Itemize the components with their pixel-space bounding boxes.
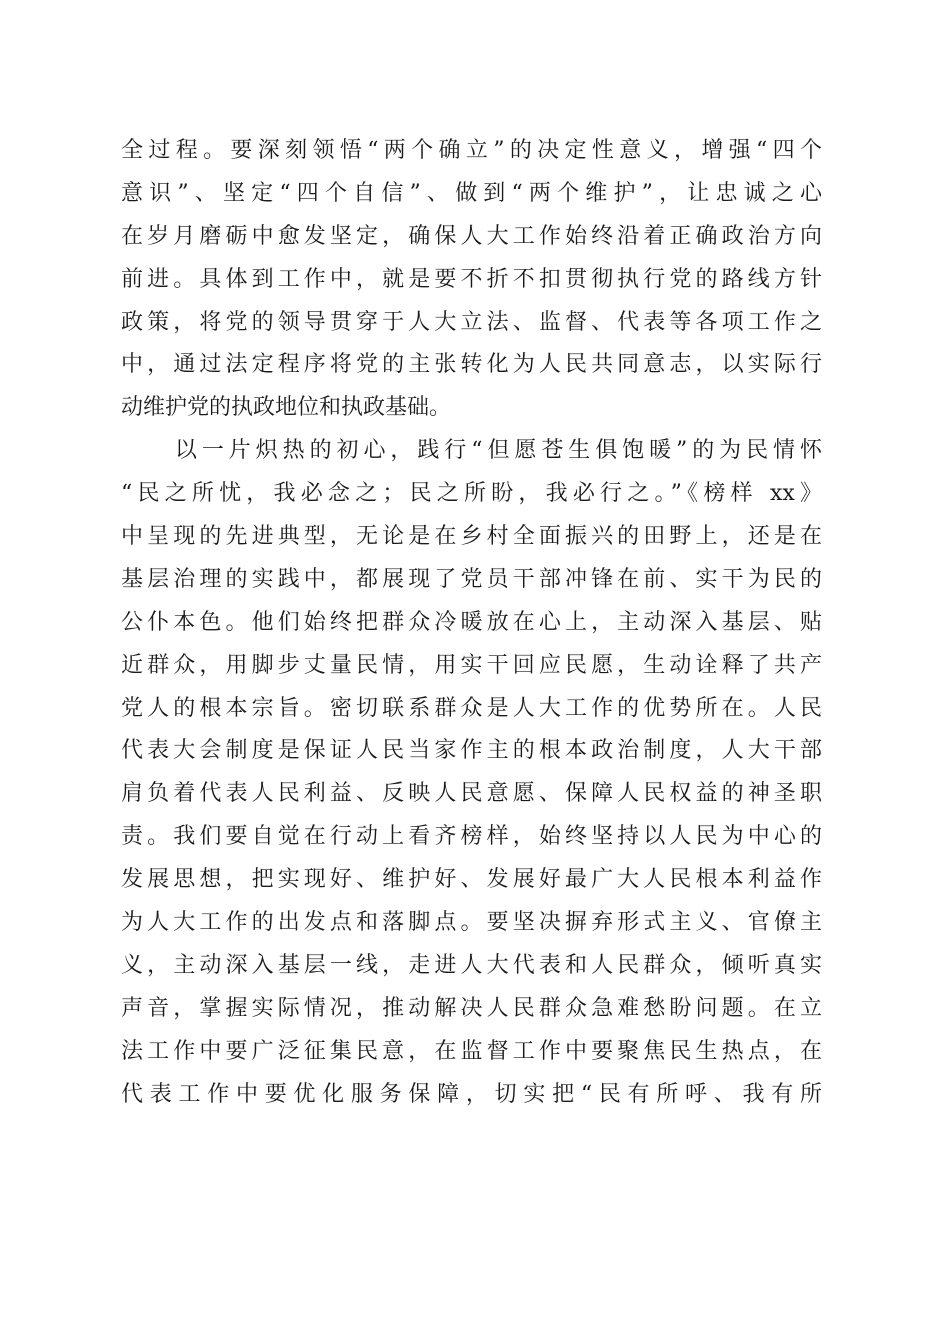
text-line: 法工作中要广泛征集民意，在监督工作中要聚焦民生热点，在 (121, 1038, 822, 1064)
text-line: 公仆本色。他们始终把群众冷暖放在心上，主动深入基层、贴 (121, 609, 822, 635)
text-line: 意识”、坚定“四个自信”、做到“两个维护”，让忠诚之心 (121, 180, 822, 206)
paragraph-2 (121, 430, 822, 1116)
text-line: 为人大工作的出发点和落脚点。要坚决摒弃形式主义、官僚主 (121, 910, 822, 936)
text-line: 以一片炽热的初心，践行“但愿苍生俱饱暖”的为民情怀 (121, 438, 822, 464)
text-line: 责。我们要自觉在行动上看齐榜样，始终坚持以人民为中心的 (121, 824, 822, 850)
text-line: 代表大会制度是保证人民当家作主的根本政治制度，人大干部 (121, 738, 822, 764)
text-line: 中，通过法定程序将党的主张转化为人民共同意志，以实际行 (121, 352, 822, 378)
text-line: 近群众，用脚步丈量民情，用实干回应民愿，生动诠释了共产 (121, 652, 822, 678)
text-line: “民之所忧，我必念之；民之所盼，我必行之。”《榜样 xx》 (121, 481, 822, 507)
text-line: 肩负着代表人民利益、反映人民意愿、保障人民权益的神圣职 (121, 781, 822, 807)
text-line: 动维护党的执政地位和执政基础。 (121, 395, 452, 421)
text-line: 在岁月磨砺中愈发坚定，确保人大工作始终沿着正确政治方向 (121, 223, 822, 249)
text-line: 党人的根本宗旨。密切联系群众是人大工作的优势所在。人民 (121, 695, 822, 721)
text-line: 政策，将党的领导贯穿于人大立法、监督、代表等各项工作之 (121, 309, 822, 335)
document-body (121, 130, 822, 1116)
text-line: 基层治理的实践中，都展现了党员干部冲锋在前、实干为民的 (121, 566, 822, 592)
text-line: 全过程。要深刻领悟“两个确立”的决定性意义，增强“四个 (121, 138, 822, 163)
text-line: 前进。具体到工作中，就是要不折不扣贯彻执行党的路线方针 (121, 266, 822, 292)
paragraph-1 (121, 130, 822, 430)
text-line: 声音，掌握实际情况，推动解决人民群众急难愁盼问题。在立 (121, 995, 822, 1021)
text-line: 中呈现的先进典型，无论是在乡村全面振兴的田野上，还是在 (121, 524, 822, 550)
text-line: 发展思想，把实现好、维护好、发展好最广大人民根本利益作 (121, 867, 822, 893)
text-line: 代表工作中要优化服务保障，切实把“民有所呼、我有所 (121, 1081, 822, 1107)
text-line: 义，主动深入基层一线，走进人大代表和人民群众，倾听真实 (121, 952, 822, 978)
